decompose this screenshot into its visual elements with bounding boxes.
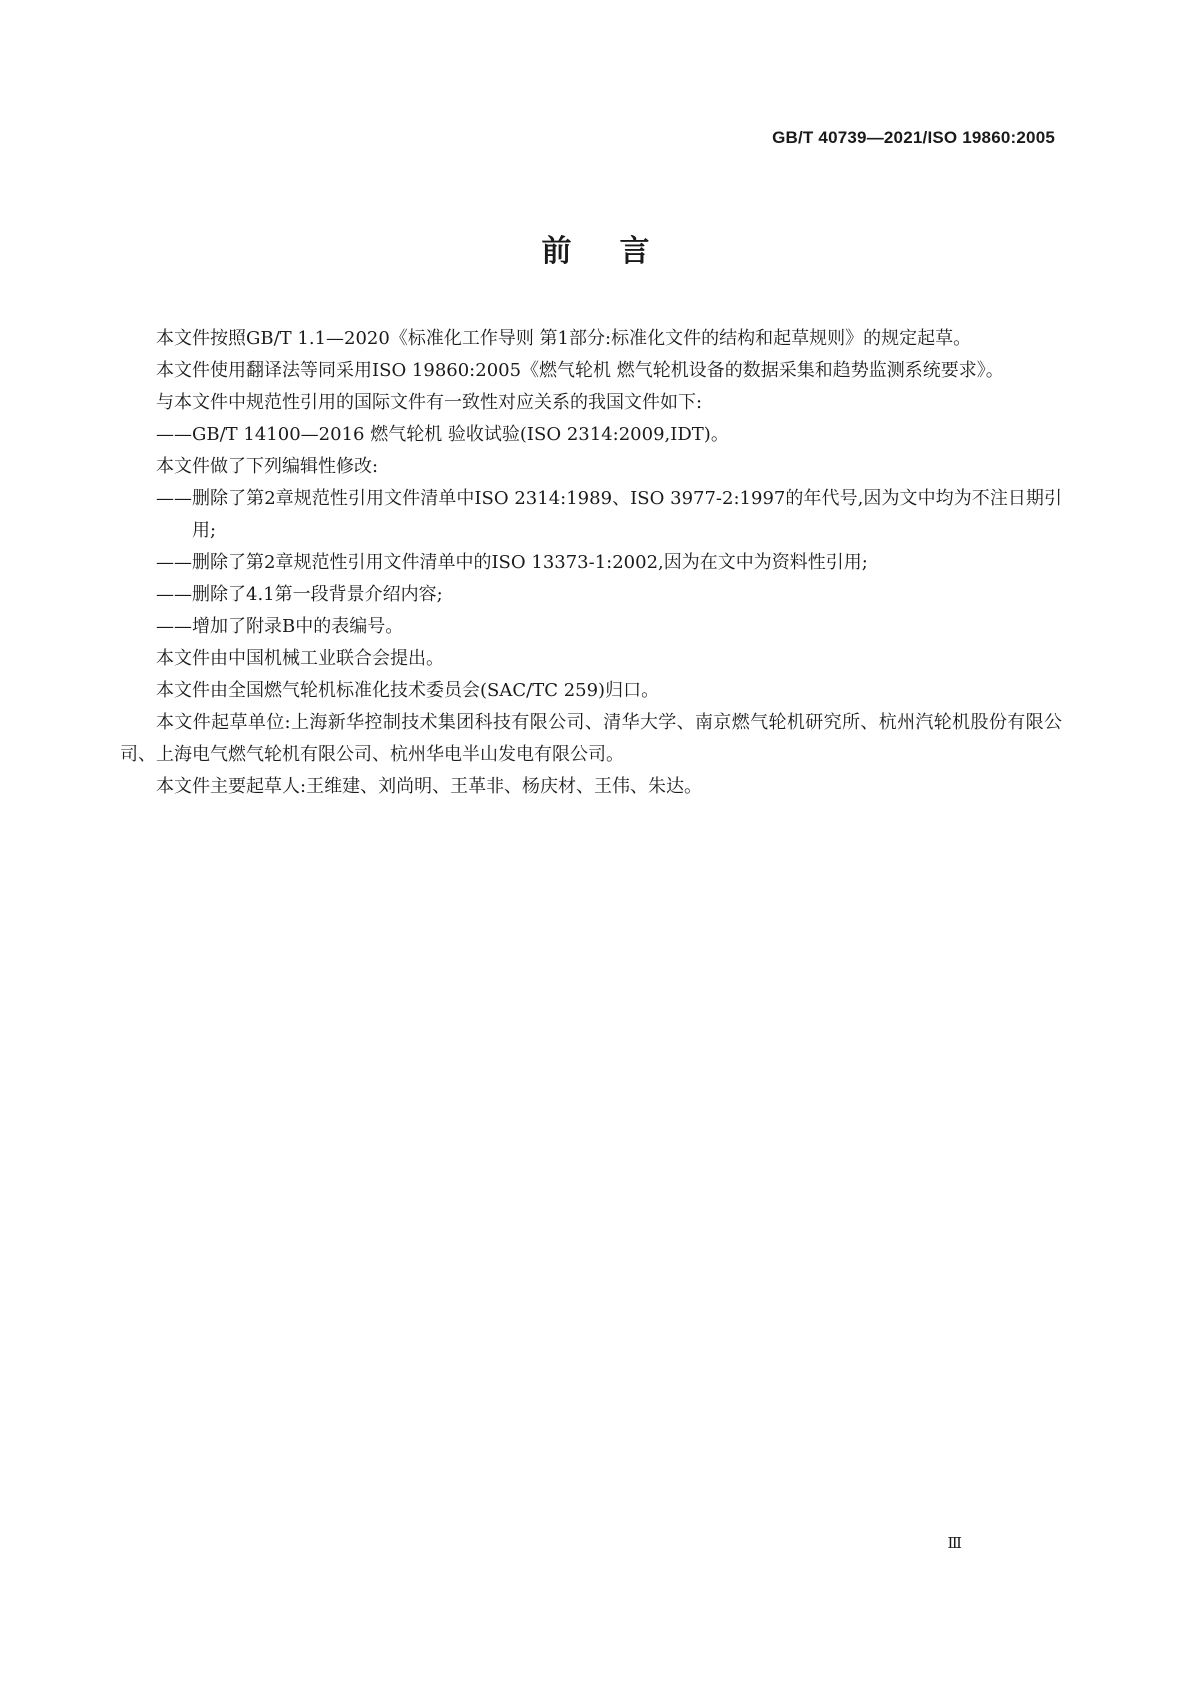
paragraph-adoption: 本文件使用翻译法等同采用ISO 19860:2005《燃气轮机 燃气轮机设备的数据采集和趋势监测系统要求》。 [156, 360, 1004, 381]
paragraph-editorial-changes: 本文件做了下列编辑性修改: [156, 456, 379, 477]
page-number: Ⅲ [947, 1536, 961, 1552]
document-body [120, 323, 1062, 803]
list-item-text: 删除了第2章规范性引用文件清单中ISO 2314:1989、ISO 3977-2:1997的年代号,因为文中均为不注日期引用; [192, 488, 1062, 541]
paragraph-drafters: 本文件主要起草人:王维建、刘尚明、王革非、杨庆材、王伟、朱达。 [156, 776, 703, 797]
list-item-text: 删除了第2章规范性引用文件清单中的ISO 13373-1:2002,因为在文中为资料性引用; [192, 552, 868, 573]
paragraph-proposer: 本文件由中国机械工业联合会提出。 [156, 648, 444, 669]
dash-mark: —— [156, 424, 192, 445]
standard-code: GB/T 40739—2021/ISO 19860:2005 [772, 128, 1055, 147]
dash-mark: —— [156, 616, 192, 637]
paragraph-drafting-units: 本文件起草单位:上海新华控制技术集团科技有限公司、清华大学、南京燃气轮机研究所、杭州汽轮机股份有限公司、上海电气燃气轮机有限公司、杭州华电半山发电有限公司。 [120, 712, 1062, 765]
list-item [156, 611, 1062, 643]
list-item [156, 547, 1062, 579]
editorial-changes-list [120, 483, 1062, 643]
dash-mark: —— [156, 584, 192, 605]
page-title: 前言 [541, 234, 698, 269]
list-item-text: 删除了4.1第一段背景介绍内容; [192, 584, 443, 605]
list-item-text: 增加了附录B中的表编号。 [192, 616, 404, 637]
paragraph-correspondence: 与本文件中规范性引用的国际文件有一致性对应关系的我国文件如下: [156, 392, 703, 413]
paragraph-committee: 本文件由全国燃气轮机标准化技术委员会(SAC/TC 259)归口。 [156, 680, 660, 701]
dash-mark: —— [156, 488, 192, 509]
list-item [156, 483, 1062, 547]
list-item-text: GB/T 14100—2016 燃气轮机 验收试验(ISO 2314:2009,IDT)。 [192, 424, 729, 445]
paragraph-drafting-basis: 本文件按照GB/T 1.1—2020《标准化工作导则 第1部分:标准化文件的结构和起草规则》的规定起草。 [156, 328, 972, 349]
list-item [156, 579, 1062, 611]
dash-mark: —— [156, 552, 192, 573]
correspondence-list [120, 419, 1062, 451]
list-item [156, 419, 1062, 451]
